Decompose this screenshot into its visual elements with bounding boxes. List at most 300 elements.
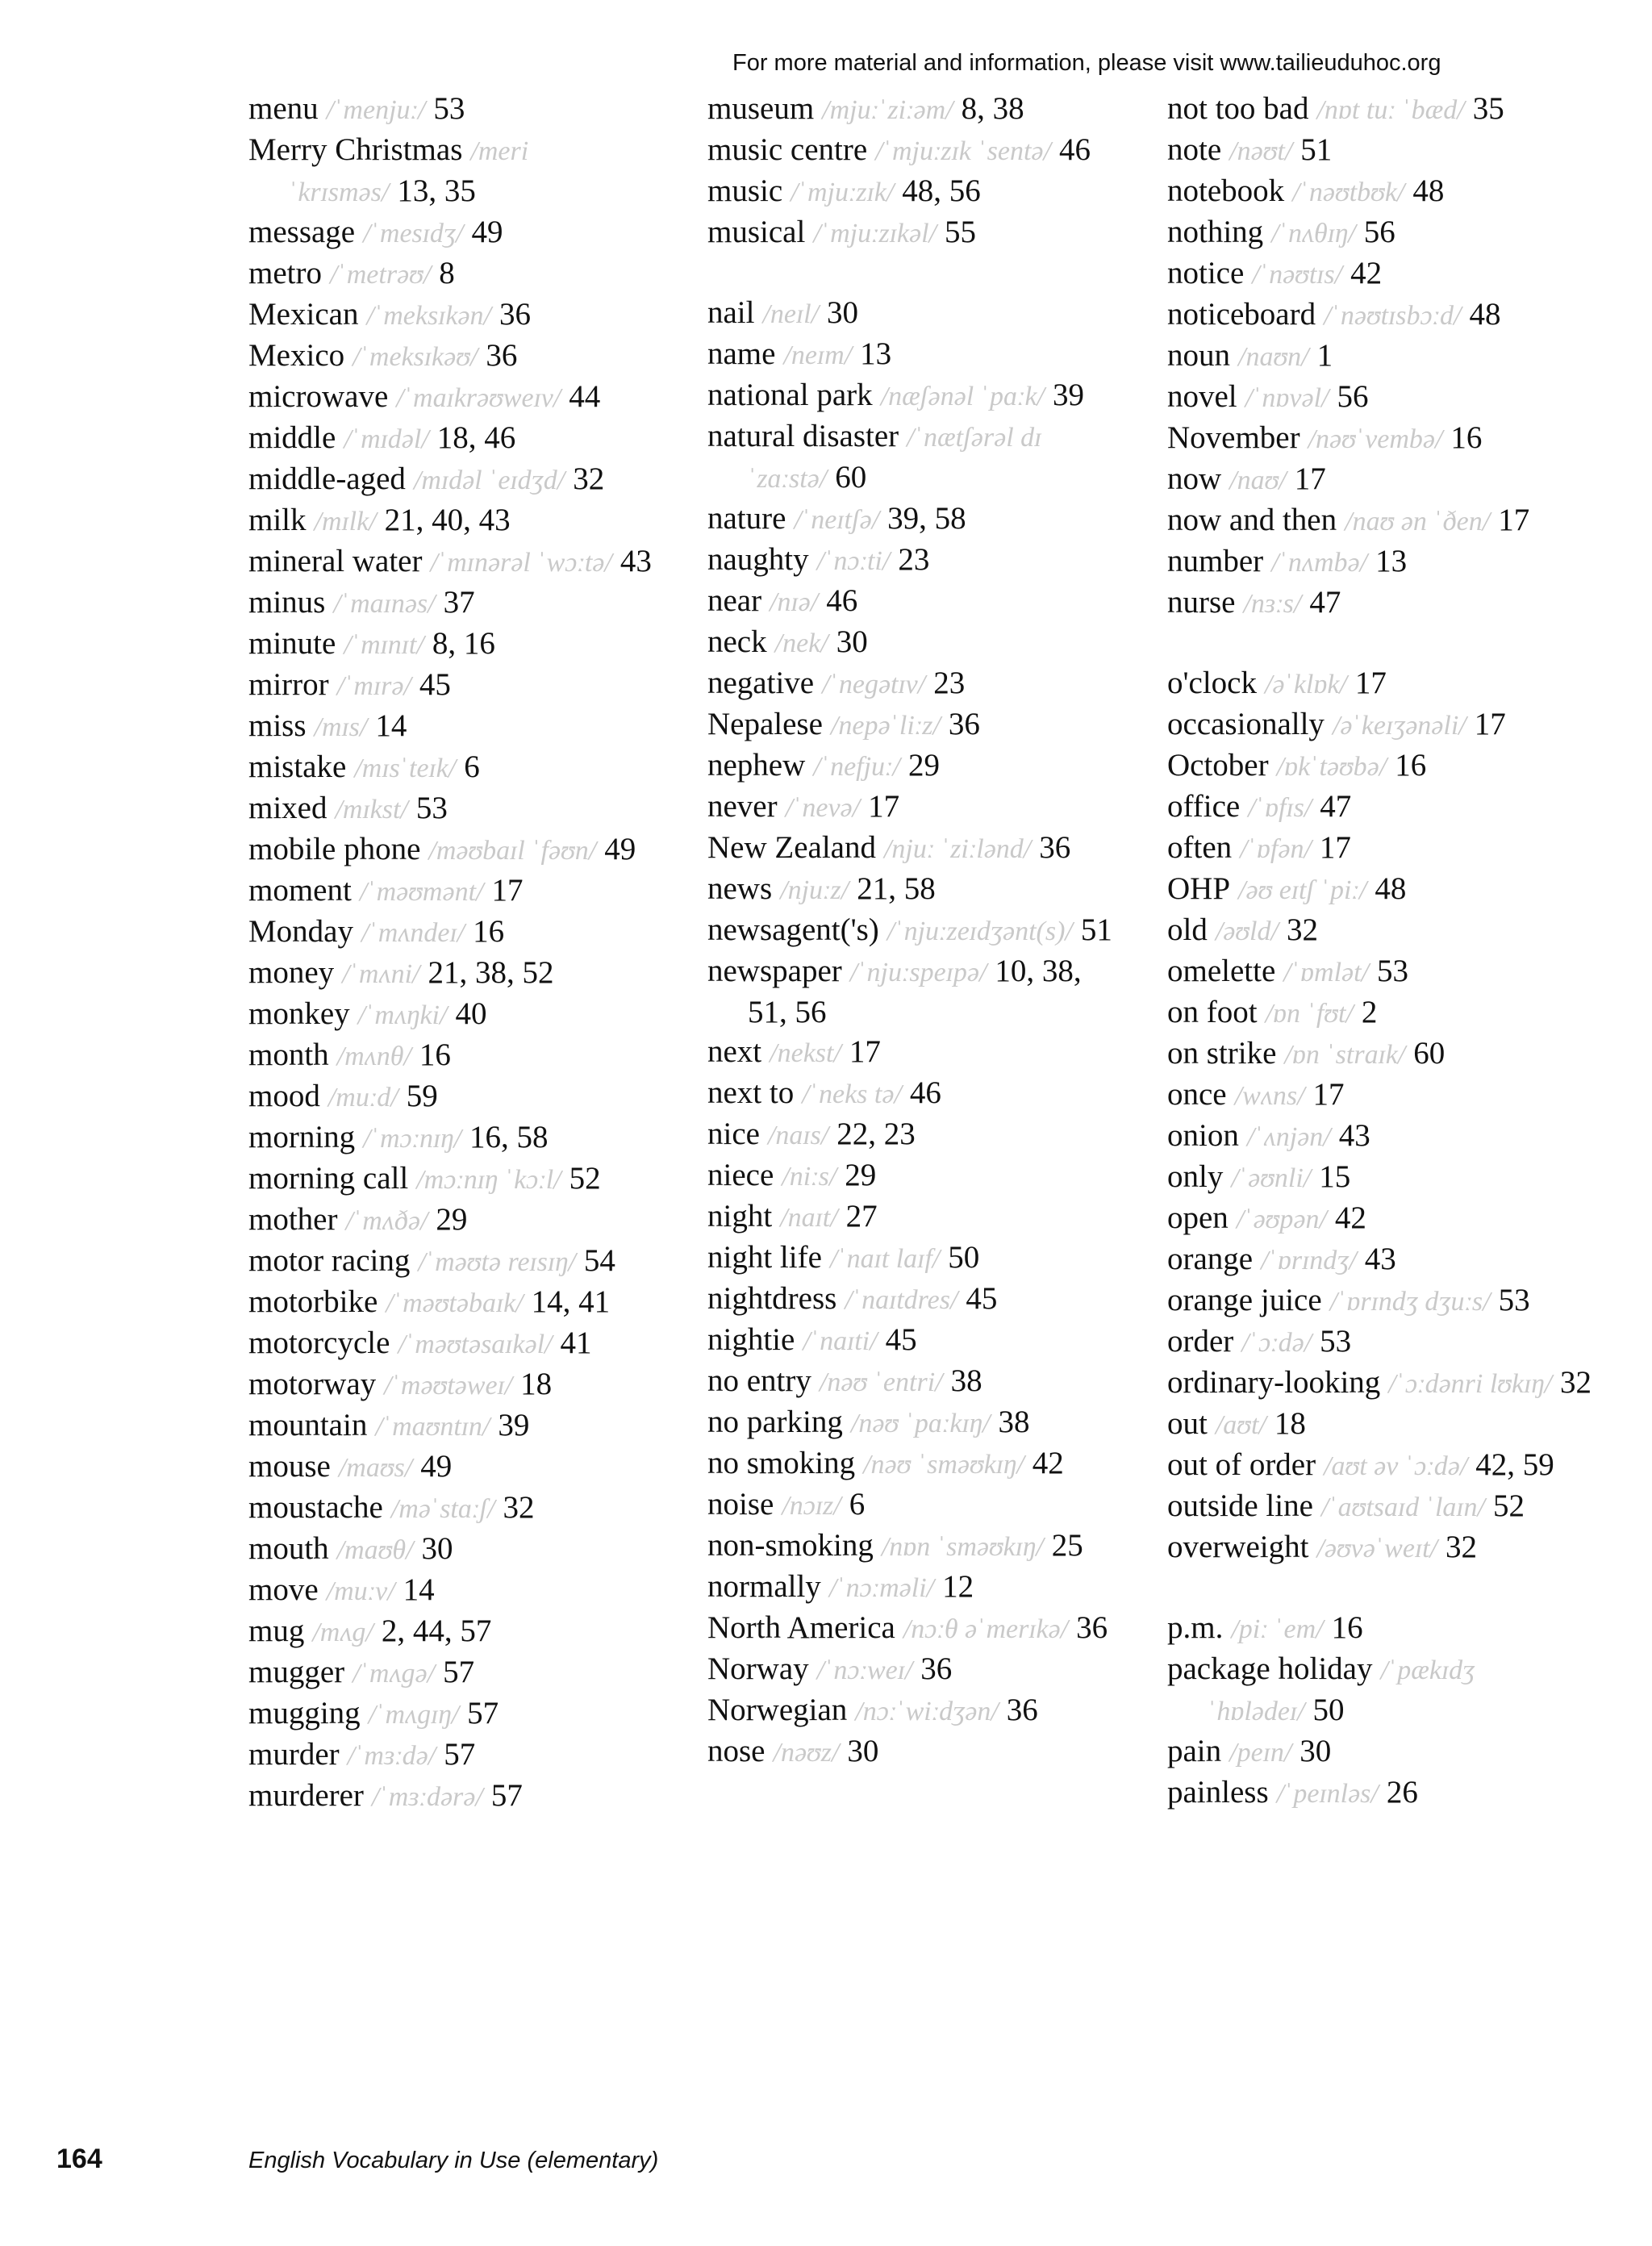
entry-word: metro [248, 256, 322, 290]
entry-pronunciation: /nɔːθ əˈmerɪkə/ [903, 1614, 1069, 1644]
entry-word: month [248, 1037, 329, 1072]
entry-pronunciation: /ˈməʊtəbaɪk/ [386, 1288, 524, 1318]
entry-word: motorbike [248, 1284, 378, 1319]
entry-word: mobile phone [248, 832, 421, 866]
index-entry [707, 1073, 1119, 1114]
entry-pronunciation: /njuː ˈziːlənd/ [883, 834, 1032, 864]
entry-word: notice [1167, 256, 1245, 290]
entry-page-refs: 14 [375, 708, 407, 743]
entry-pronunciation: /nəʊ ˈpɑːkɪŋ/ [850, 1409, 991, 1438]
entry-word: New Zealand [707, 830, 876, 865]
index-entry [248, 1200, 652, 1241]
entry-page-refs: 2, 44, 57 [381, 1614, 492, 1648]
index-entry [1167, 418, 1603, 459]
entry-pronunciation: /nəʊz/ [773, 1738, 840, 1768]
entry-word: monkey [248, 996, 350, 1031]
entry-word: noise [707, 1487, 774, 1522]
entry-page-refs: 17 [1312, 1077, 1345, 1112]
entry-pronunciation: /ˈneɪtʃə/ [794, 505, 880, 535]
index-entry [1167, 1075, 1603, 1116]
entry-pronunciation: /naʊ ən ˈðen/ [1345, 507, 1491, 536]
entry-page-refs: 42, 59 [1475, 1447, 1554, 1482]
entry-word: news [707, 871, 773, 906]
entry-word: mouse [248, 1449, 331, 1484]
website-notice: For more material and information, please visit www.tailieuduhoc.org [732, 50, 1441, 76]
entry-page-refs: 48 [1469, 297, 1501, 332]
entry-pronunciation: /ˈmeksɪkəʊ/ [353, 342, 478, 372]
letter-section-gap [1167, 624, 1603, 663]
entry-word: office [1167, 789, 1241, 824]
entry-pronunciation: /məˈstɑːʃ/ [390, 1494, 495, 1524]
entry-page-refs: 32 [1286, 912, 1318, 947]
entry-page-refs: 47 [1309, 585, 1341, 620]
entry-page-refs: 47 [1320, 789, 1352, 824]
entry-page-refs: 29 [845, 1158, 877, 1192]
index-entry [1167, 212, 1603, 253]
index-entry [248, 1282, 652, 1323]
entry-pronunciation: /naʊn/ [1238, 342, 1309, 372]
entry-pronunciation: /ˈaʊtsaɪd ˈlaɪn/ [1320, 1492, 1485, 1522]
entry-pronunciation: /əˈkeɪʒənəli/ [1332, 711, 1466, 741]
entry-page-refs: 57 [490, 1778, 523, 1813]
entry-pronunciation: /ˈmʌni/ [342, 959, 420, 989]
entry-page-refs: 30 [1299, 1734, 1332, 1768]
entry-pronunciation: /ˈmɪrə/ [336, 671, 411, 701]
entry-pronunciation: /ˈɒrɪndʒ dʒuːs/ [1329, 1287, 1491, 1317]
entry-page-refs: 17 [849, 1034, 881, 1069]
entry-pronunciation: /mʌnθ/ [336, 1042, 411, 1071]
entry-page-refs: 39, 58 [887, 501, 966, 536]
entry-pronunciation: /muːd/ [327, 1083, 398, 1113]
entry-word: motor racing [248, 1243, 411, 1278]
entry-page-refs: 57 [443, 1655, 475, 1689]
entry-pronunciation: /məʊbaɪl ˈfəʊn/ [428, 836, 597, 866]
entry-page-refs: 51 [1080, 912, 1112, 947]
entry-word: package holiday [1167, 1651, 1373, 1686]
entry-word: near [707, 583, 762, 618]
entry-word: microwave [248, 379, 389, 414]
entry-page-refs: 18 [1274, 1406, 1306, 1441]
entry-word: Nepalese [707, 707, 823, 741]
index-entry [707, 1114, 1119, 1155]
entry-page-refs: 43 [1338, 1118, 1370, 1153]
index-entry [248, 1776, 652, 1817]
entry-page-refs: 23 [933, 666, 966, 700]
entry-pronunciation: /ˈnevə/ [785, 793, 861, 823]
entry-pronunciation: /ˈmaʊntɪn/ [375, 1412, 490, 1442]
entry-word: money [248, 955, 335, 990]
index-entry [1167, 377, 1603, 418]
entry-pronunciation: /ˈmeksɪkən/ [366, 301, 491, 331]
index-entry [707, 293, 1119, 334]
index-entry [248, 1076, 652, 1117]
entry-pronunciation: /ˈnjuːzeɪdʒənt(s)/ [886, 916, 1073, 946]
entry-pronunciation: /meri ˈkrɪsməs/ [289, 136, 529, 207]
entry-word: noun [1167, 338, 1230, 373]
entry-pronunciation: /ɒkˈtəʊbə/ [1276, 752, 1387, 782]
index-entry [707, 89, 1119, 130]
index-entry [248, 1323, 652, 1364]
entry-pronunciation: /ˈnegətɪv/ [822, 670, 926, 699]
index-entry [248, 747, 652, 788]
index-entry [248, 459, 652, 500]
entry-pronunciation: /nəʊ ˈsməʊkɪŋ/ [863, 1450, 1024, 1480]
entry-word: mother [248, 1202, 338, 1237]
index-entry [1167, 1239, 1603, 1280]
entry-pronunciation: /ˈneks tə/ [802, 1079, 902, 1109]
index-entry [1167, 1731, 1603, 1772]
index-entry [248, 541, 652, 582]
entry-page-refs: 43 [1364, 1242, 1396, 1276]
index-entry [1167, 171, 1603, 212]
index-entry [1167, 1157, 1603, 1198]
index-entry [1167, 1280, 1603, 1321]
index-entry [1167, 828, 1603, 869]
index-entry [707, 1526, 1119, 1567]
entry-word: milk [248, 503, 307, 537]
entry-page-refs: 39 [1053, 378, 1084, 412]
entry-page-refs: 17 [1294, 461, 1326, 496]
entry-word: newsagent('s) [707, 912, 879, 947]
index-entry [1167, 500, 1603, 541]
index-entry [248, 829, 652, 870]
entry-pronunciation: /ˈɔːdənri lʊkɪŋ/ [1388, 1369, 1553, 1399]
entry-word: niece [707, 1158, 774, 1192]
entry-word: mouth [248, 1531, 329, 1566]
entry-pronunciation: /əˈklɒk/ [1264, 670, 1347, 699]
entry-page-refs: 53 [415, 791, 448, 825]
entry-word: middle [248, 420, 336, 455]
entry-page-refs: 16 [1450, 420, 1483, 455]
entry-word: motorcycle [248, 1325, 390, 1360]
entry-pronunciation: /ˈnɔːməli/ [828, 1573, 935, 1603]
entry-page-refs: 30 [836, 624, 868, 659]
index-entry [707, 499, 1119, 540]
entry-word: no smoking [707, 1446, 856, 1480]
entry-page-refs: 17 [868, 789, 900, 824]
entry-word: not too bad [1167, 91, 1309, 126]
entry-word: nose [707, 1734, 766, 1768]
index-entry [707, 1196, 1119, 1238]
entry-page-refs: 21, 40, 43 [384, 503, 511, 537]
entry-page-refs: 8 [439, 256, 455, 290]
index-entry [707, 1032, 1119, 1073]
index-entry [707, 1731, 1119, 1772]
entry-pronunciation: /mjuːˈziːəm/ [822, 95, 953, 125]
entry-pronunciation: /ˈmetrəʊ/ [329, 260, 432, 290]
index-entry [248, 953, 652, 994]
index-entry [707, 1443, 1119, 1484]
entry-page-refs: 36 [1039, 830, 1071, 865]
entry-page-refs: 17 [491, 873, 524, 908]
entry-pronunciation: /ˈnʌmbə/ [1271, 548, 1368, 578]
entry-word: national park [707, 378, 873, 412]
entry-page-refs: 36 [499, 297, 531, 332]
index-entry [707, 334, 1119, 375]
entry-page-refs: 53 [1377, 954, 1409, 988]
entry-pronunciation: /ˈmʌgɪŋ/ [368, 1700, 460, 1730]
index-entry [248, 89, 652, 130]
index-entry [248, 500, 652, 541]
entry-pronunciation: /aʊt əv ˈɔːdə/ [1324, 1451, 1468, 1481]
entry-pronunciation: /ˈnaɪtdres/ [845, 1285, 958, 1315]
entry-page-refs: 53 [1498, 1283, 1530, 1317]
entry-pronunciation: /naʊ/ [1229, 465, 1287, 495]
index-entry [707, 787, 1119, 828]
entry-pronunciation: /niːs/ [782, 1162, 837, 1192]
entry-word: negative [707, 666, 815, 700]
index-entry [248, 1693, 652, 1735]
entry-word: orange [1167, 1242, 1254, 1276]
entry-pronunciation: /nɪə/ [770, 587, 819, 617]
entry-word: night [707, 1199, 773, 1234]
index-column-3 [1167, 89, 1603, 1814]
entry-page-refs: 55 [944, 215, 976, 249]
entry-pronunciation: /neɪm/ [783, 340, 853, 370]
entry-pronunciation: /ˈɒfən/ [1240, 834, 1312, 864]
entry-page-refs: 17 [1474, 707, 1506, 741]
entry-word: out [1167, 1406, 1208, 1441]
index-entry [248, 1241, 652, 1282]
entry-word: onion [1167, 1118, 1239, 1153]
entry-pronunciation: /ˈnaɪt laɪf/ [829, 1244, 941, 1274]
page-number: 164 [56, 2144, 102, 2174]
index-entry [1167, 992, 1603, 1033]
entry-pronunciation: /ˈmaɪnəs/ [333, 589, 436, 619]
entry-word: no entry [707, 1363, 811, 1398]
entry-word: message [248, 215, 356, 249]
entry-pronunciation: /ˈnjuːspeɪpə/ [849, 958, 987, 987]
entry-page-refs: 56 [1363, 215, 1395, 249]
entry-word: pain [1167, 1734, 1222, 1768]
entry-page-refs: 37 [443, 585, 475, 620]
index-entry [1167, 253, 1603, 294]
index-entry [248, 706, 652, 747]
entry-pronunciation: /ˈməʊtə reɪsɪŋ/ [418, 1247, 576, 1277]
entry-page-refs: 45 [885, 1322, 917, 1357]
entry-pronunciation: /əʊvəˈweɪt/ [1316, 1534, 1437, 1563]
entry-page-refs: 38 [998, 1405, 1030, 1439]
entry-word: November [1167, 420, 1300, 455]
entry-pronunciation: /ˈnɔːti/ [816, 546, 891, 576]
index-entry [707, 130, 1119, 171]
entry-pronunciation: /naɪs/ [767, 1121, 829, 1150]
entry-page-refs: 2 [1361, 995, 1378, 1029]
entry-word: next [707, 1034, 762, 1069]
entry-word: Norway [707, 1651, 809, 1686]
entry-word: nature [707, 501, 786, 536]
entry-word: ordinary-looking [1167, 1365, 1381, 1400]
entry-word: mixed [248, 791, 327, 825]
entry-pronunciation: /ˈməʊtəweɪ/ [384, 1371, 513, 1401]
entry-page-refs: 48 [1375, 871, 1407, 906]
entry-page-refs: 30 [847, 1734, 879, 1768]
entry-pronunciation: /nɔɪz/ [782, 1491, 841, 1521]
index-entry [248, 788, 652, 829]
entry-page-refs: 43 [620, 544, 652, 578]
entry-word: musical [707, 215, 806, 249]
entry-page-refs: 46 [1058, 132, 1091, 167]
index-entry [248, 1405, 652, 1447]
entry-word: overweight [1167, 1530, 1309, 1564]
entry-page-refs: 49 [604, 832, 636, 866]
entry-page-refs: 8, 38 [961, 91, 1024, 126]
entry-word: mug [248, 1614, 305, 1648]
entry-page-refs: 14 [403, 1572, 435, 1607]
index-entry [1167, 459, 1603, 500]
entry-word: novel [1167, 379, 1237, 414]
entry-word: Monday [248, 914, 353, 949]
entry-word: October [1167, 748, 1269, 783]
entry-page-refs: 16 [473, 914, 505, 949]
index-entry [248, 1611, 652, 1652]
entry-pronunciation: /ˈnəʊtɪsbɔːd/ [1324, 301, 1462, 331]
entry-pronunciation: /ˈmɜːdə/ [347, 1741, 436, 1771]
entry-page-refs: 53 [433, 91, 465, 126]
entry-page-refs: 17 [1498, 503, 1530, 537]
entry-pronunciation: /næʃənəl ˈpɑːk/ [880, 382, 1045, 411]
book-title: English Vocabulary in Use (elementary) [248, 2148, 659, 2173]
index-entry [707, 375, 1119, 416]
index-entry [248, 912, 652, 953]
entry-pronunciation: /ˈnɒvəl/ [1245, 383, 1329, 413]
entry-word: Mexican [248, 297, 359, 332]
index-entry [248, 418, 652, 459]
index-entry [1167, 910, 1603, 951]
entry-page-refs: 25 [1051, 1528, 1083, 1563]
entry-page-refs: 36 [1006, 1693, 1038, 1727]
index-column-2 [707, 89, 1119, 1772]
entry-pronunciation: /ˈnefjuː/ [813, 752, 900, 782]
entry-page-refs: 42 [1032, 1446, 1064, 1480]
entry-word: music centre [707, 132, 868, 167]
entry-page-refs: 41 [560, 1325, 592, 1360]
index-entry [707, 745, 1119, 787]
entry-pronunciation: /ˈnaɪti/ [803, 1326, 878, 1356]
entry-word: North America [707, 1610, 895, 1645]
entry-pronunciation: /aʊt/ [1215, 1410, 1266, 1440]
entry-pronunciation: /ˈnɔːweɪ/ [816, 1655, 913, 1685]
entry-word: painless [1167, 1775, 1269, 1810]
index-entry [707, 869, 1119, 910]
entry-pronunciation: /ˈnəʊtɪs/ [1252, 260, 1343, 290]
entry-page-refs: 42 [1350, 256, 1383, 290]
entry-page-refs: 26 [1386, 1775, 1418, 1810]
index-entry [1167, 1033, 1603, 1075]
entry-word: moment [248, 873, 352, 908]
entry-page-refs: 49 [471, 215, 503, 249]
entry-word: only [1167, 1159, 1224, 1194]
entry-pronunciation: /maʊθ/ [336, 1535, 414, 1565]
entry-word: number [1167, 544, 1264, 578]
entry-page-refs: 6 [849, 1487, 866, 1522]
entry-pronunciation: /ˈəʊnli/ [1231, 1163, 1312, 1193]
entry-page-refs: 46 [909, 1075, 941, 1110]
entry-word: often [1167, 830, 1233, 865]
entry-page-refs: 57 [444, 1737, 476, 1772]
index-entry [1167, 1404, 1603, 1445]
entry-page-refs: 45 [419, 667, 451, 702]
entry-page-refs: 16 [419, 1037, 451, 1072]
index-entry [707, 1690, 1119, 1731]
entry-word: Mexico [248, 338, 345, 373]
index-entry [1167, 663, 1603, 704]
entry-page-refs: 17 [1354, 666, 1387, 700]
entry-page-refs: 16 [1395, 748, 1427, 783]
entry-pronunciation: /ˈmɪdəl/ [344, 424, 429, 454]
entry-word: mirror [248, 667, 329, 702]
entry-pronunciation: /peɪn/ [1229, 1738, 1292, 1768]
entry-pronunciation: /əʊ eɪtʃ ˈpiː/ [1238, 875, 1367, 905]
entry-pronunciation: /nekst/ [770, 1038, 841, 1068]
entry-pronunciation: /mɪs/ [314, 712, 368, 742]
entry-word: museum [707, 91, 815, 126]
entry-pronunciation: /mɪsˈteɪk/ [354, 754, 457, 783]
entry-pronunciation: /naɪt/ [780, 1203, 838, 1233]
entry-word: never [707, 789, 778, 824]
entry-page-refs: 17 [1319, 830, 1351, 865]
entry-word: nurse [1167, 585, 1236, 620]
index-entry [707, 663, 1119, 704]
entry-word: normally [707, 1569, 821, 1604]
entry-word: naughty [707, 542, 809, 577]
entry-word: morning [248, 1120, 356, 1154]
entry-word: murderer [248, 1778, 364, 1813]
entry-word: minus [248, 585, 326, 620]
entry-word: natural disaster [707, 419, 899, 453]
index-entry [248, 582, 652, 624]
entry-pronunciation: /ˈmɪnərəl ˈwɔːtə/ [430, 548, 612, 578]
index-entry [248, 1364, 652, 1405]
entry-page-refs: 32 [1560, 1365, 1592, 1400]
entry-page-refs: 48, 56 [902, 173, 981, 208]
entry-pronunciation: /nəʊ ˈentri/ [819, 1367, 943, 1397]
entry-page-refs: 32 [503, 1490, 535, 1525]
entry-word: night life [707, 1240, 822, 1275]
index-entry [248, 1117, 652, 1158]
entry-pronunciation: /mɪdəl ˈeɪdʒd/ [413, 465, 565, 495]
entry-page-refs: 60 [1413, 1036, 1446, 1071]
entry-page-refs: 8, 16 [432, 626, 495, 661]
entry-word: note [1167, 132, 1222, 167]
entry-pronunciation: /ˈɔːdə/ [1241, 1328, 1312, 1358]
entry-pronunciation: /ˈmʌgə/ [353, 1659, 436, 1689]
entry-pronunciation: /nepəˈliːz/ [830, 711, 941, 741]
entry-pronunciation: /ˈəʊpən/ [1236, 1204, 1327, 1234]
entry-word: nice [707, 1117, 760, 1151]
entry-pronunciation: /ˈɒrɪndʒ/ [1261, 1246, 1357, 1275]
index-entry [1167, 745, 1603, 787]
index-entry [1167, 869, 1603, 910]
entry-pronunciation: /ˈɒmlət/ [1283, 958, 1370, 987]
entry-pronunciation: /əʊld/ [1215, 916, 1279, 946]
entry-pronunciation: /ˈnəʊtbʊk/ [1292, 177, 1405, 207]
entry-word: on foot [1167, 995, 1258, 1029]
entry-page-refs: 36 [920, 1651, 953, 1686]
entry-page-refs: 45 [966, 1281, 998, 1316]
entry-page-refs: 32 [1445, 1530, 1477, 1564]
entry-page-refs: 29 [436, 1202, 468, 1237]
entry-page-refs: 22, 23 [836, 1117, 916, 1151]
entry-word: mistake [248, 749, 347, 784]
entry-page-refs: 18 [520, 1367, 553, 1401]
entry-pronunciation: /ɒn ˈfʊt/ [1265, 999, 1354, 1029]
entry-page-refs: 35 [1472, 91, 1504, 126]
entry-word: outside line [1167, 1488, 1313, 1523]
entry-word: miss [248, 708, 307, 743]
index-entry [1167, 1486, 1603, 1527]
entry-page-refs: 18, 46 [436, 420, 516, 455]
